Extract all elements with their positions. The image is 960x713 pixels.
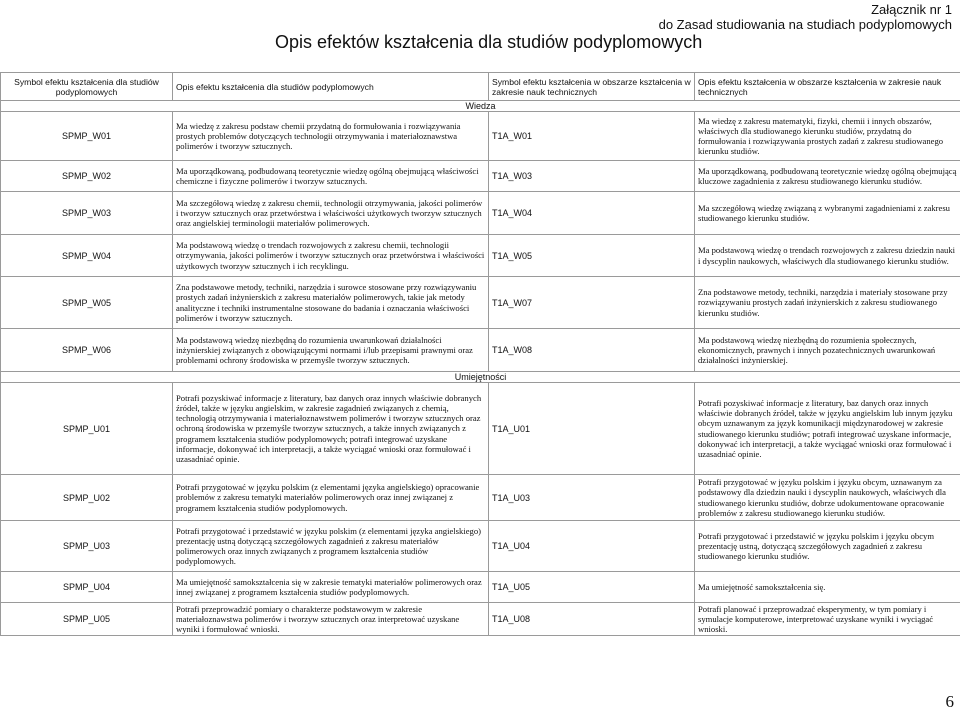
annex-subtitle: do Zasad studiowania na studiach podyplomowych (658, 17, 952, 32)
area-symbol: T1A_U01 (489, 383, 695, 475)
outcome-description: Potrafi przygotować w języku polskim (z elementami języka angielskiego) opracowanie problemów z zakresu tematyki materiałów polimerowych oraz innej związanej z programem kształcenia studiów podyplomowych. (173, 475, 489, 521)
outcome-code: SPMP_W06 (1, 329, 173, 372)
annex-number: Załącznik nr 1 (871, 2, 952, 17)
table-row (1, 603, 960, 636)
header-area-description: Opis efektu kształcenia w obszarze kształcenia w zakresie nauk technicznych (695, 73, 960, 101)
area-symbol: T1A_W04 (489, 192, 695, 235)
area-description: Ma uporządkowaną, podbudowaną teoretycznie wiedzę ogólną obejmującą kluczowe zagadnienia z zakresu studiowanego kierunku studiów. (695, 161, 960, 192)
outcome-description: Ma umiejętność samokształcenia się w zakresie tematyki materiałów polimerowych oraz innej związanej z programem kształcenia studiów podyplomowych. (173, 572, 489, 603)
outcome-code: SPMP_W02 (1, 161, 173, 192)
section-row-knowledge (1, 101, 960, 112)
header-postgraduate-description: Opis efektu kształcenia dla studiów podyplomowych (173, 73, 489, 101)
page-title: Opis efektów kształcenia dla studiów podyplomowych (275, 32, 703, 52)
outcome-code: SPMP_W04 (1, 235, 173, 277)
table-row (1, 277, 960, 329)
area-description: Potrafi przygotować i przedstawić w języku polskim i języku obcym prezentację ustną, dotyczącą szczegółowych zagadnień z zakresu studiowanego kierunku studiów. (695, 521, 960, 572)
area-symbol: T1A_U05 (489, 572, 695, 603)
outcome-code: SPMP_W03 (1, 192, 173, 235)
outcome-description: Ma wiedzę z zakresu podstaw chemii przydatną do formułowania i rozwiązywania prostych problemów dotyczących technologii otrzymywania i materiałoznawstwa polimerów i tworzyw sztucznych. (173, 112, 489, 161)
table-row (1, 521, 960, 572)
header-postgraduate-symbol: Symbol efektu kształcenia dla studiów podyplomowych (1, 73, 173, 101)
section-label-knowledge: Wiedza (1, 101, 960, 112)
outcome-description: Potrafi przeprowadzić pomiary o charakterze podstawowym w zakresie materiałoznawstwa polimerów i tworzyw sztucznych oraz interpretować uzyskane wyniki i formułować wnioski. (173, 603, 489, 636)
outcome-code: SPMP_W05 (1, 277, 173, 329)
table-row (1, 235, 960, 277)
table-header-row (1, 73, 960, 101)
header-area-symbol: Symbol efektu kształcenia w obszarze kształcenia w zakresie nauk technicznych (489, 73, 695, 101)
outcome-code: SPMP_U02 (1, 475, 173, 521)
annex-header (659, 2, 952, 32)
area-description: Ma wiedzę z zakresu matematyki, fizyki, chemii i innych obszarów, właściwych dla studiowanego kierunku studiów, przydatną do formułowania i rozwiązywania prostych zadań z zakresu studiowanego kierunku studiów. (695, 112, 960, 161)
outcome-code: SPMP_U05 (1, 603, 173, 636)
area-description: Ma szczegółową wiedzę związaną z wybranymi zagadnieniami z zakresu studiowanego kierunku studiów. (695, 192, 960, 235)
area-description: Ma umiejętność samokształcenia się. (695, 572, 960, 603)
table-row (1, 192, 960, 235)
area-symbol: T1A_U08 (489, 603, 695, 636)
area-symbol: T1A_W05 (489, 235, 695, 277)
area-description: Potrafi pozyskiwać informacje z literatury, baz danych oraz innych właściwie dobranych źródeł, także w języku angielskim lub innym języku obcym uznawanym za język komunikacji międzynarodowej w zakresie studiowanego kierunku studiów; potrafi integrować uzyskane informacje, dokonywać ich interpretacji, a także wyciągać wnioski oraz formułować i uzasadniać opinie. (695, 383, 960, 475)
outcome-code: SPMP_W01 (1, 112, 173, 161)
area-symbol: T1A_W01 (489, 112, 695, 161)
area-symbol: T1A_W07 (489, 277, 695, 329)
area-description: Ma podstawową wiedzę niezbędną do rozumienia społecznych, ekonomicznych, prawnych i innych pozatechnicznych uwarunkowań działalności inżynierskiej. (695, 329, 960, 372)
area-symbol: T1A_W03 (489, 161, 695, 192)
area-description: Ma podstawową wiedzę o trendach rozwojowych z zakresu dziedzin nauki i dyscyplin naukowych, właściwych dla studiowanego kierunku studiów. (695, 235, 960, 277)
outcome-code: SPMP_U01 (1, 383, 173, 475)
table-row (1, 383, 960, 475)
outcome-code: SPMP_U04 (1, 572, 173, 603)
outcome-description: Potrafi przygotować i przedstawić w języku polskim (z elementami języka angielskiego) prezentację ustną dotyczącą szczegółowych zagadnień z zakresu materiałów polimerowych oraz innych związanych z programem kształcenia studiów podyplomowych. (173, 521, 489, 572)
learning-outcomes-table (0, 72, 960, 636)
area-description: Potrafi przygotować w języku polskim i języku obcym, uznawanym za podstawowy dla dziedzin nauki i dyscyplin naukowych, właściwych dla studiowanego kierunku studiów, dobrze udokumentowane opracowanie problemów z zakresu studiowanego kierunku studiów. (695, 475, 960, 521)
outcome-description: Ma uporządkowaną, podbudowaną teoretycznie wiedzę ogólną obejmującą właściwości chemiczne i fizyczne polimerów i tworzyw sztucznych. (173, 161, 489, 192)
outcome-code: SPMP_U03 (1, 521, 173, 572)
table-row (1, 475, 960, 521)
area-description: Zna podstawowe metody, techniki, narzędzia i materiały stosowane przy rozwiązywaniu prostych zadań inżynierskich z zakresu studiowanego kierunku studiów. (695, 277, 960, 329)
area-symbol: T1A_U04 (489, 521, 695, 572)
table-row (1, 112, 960, 161)
outcome-description: Zna podstawowe metody, techniki, narzędzia i surowce stosowane przy rozwiązywaniu prostych zadań inżynierskich z zakresu materiałów polimerowych, takie jak metody analityczne i techniki instrumentalne stosowane do badania i oznaczania właściwości polimerów i tworzyw sztucznych. (173, 277, 489, 329)
section-row-skills (1, 372, 960, 383)
table-row (1, 329, 960, 372)
section-label-skills: Umiejętności (1, 372, 960, 383)
area-description: Potrafi planować i przeprowadzać eksperymenty, w tym pomiary i symulacje komputerowe, interpretować uzyskane wyniki i wyciągać wnioski. (695, 603, 960, 636)
outcome-description: Ma szczegółową wiedzę z zakresu chemii, technologii otrzymywania, jakości polimerów i tworzyw sztucznych oraz przetwórstwa i właściwości użytkowych tworzyw sztucznych oraz angielskiej terminologii materiałów polimerowych. (173, 192, 489, 235)
table-row (1, 572, 960, 603)
outcome-description: Ma podstawową wiedzę niezbędną do rozumienia uwarunkowań działalności inżynierskiej związanych z obowiązującymi normami i/lub przepisami prawnymi oraz problemami ochrony środowiska w przemyśle tworzyw sztucznych. (173, 329, 489, 372)
area-symbol: T1A_W08 (489, 329, 695, 372)
page-number: 6 (945, 692, 954, 711)
area-symbol: T1A_U03 (489, 475, 695, 521)
outcome-description: Ma podstawową wiedzę o trendach rozwojowych z zakresu chemii, technologii otrzymywania, jakości polimerów i tworzyw sztucznych oraz przetwórstwa i właściwości użytkowych tworzyw sztucznych i ich recyklingu. (173, 235, 489, 277)
table-row (1, 161, 960, 192)
outcome-description: Potrafi pozyskiwać informacje z literatury, baz danych oraz innych właściwie dobranych źródeł, także w języku angielskim, w zakresie zagadnień związanych z chemią, technologią otrzymywania i materiałoznawstwem polimerów i tworzyw sztucznych oraz ochroną środowiska w przemyśle tworzyw sztucznych, a także innych związanych z programem kształcenia studiów podyplomowych; potrafi integrować uzyskane informacje, dokonywać ich interpretacji, a także wyciągać wnioski oraz formułować i uzasadniać opinie. (173, 383, 489, 475)
